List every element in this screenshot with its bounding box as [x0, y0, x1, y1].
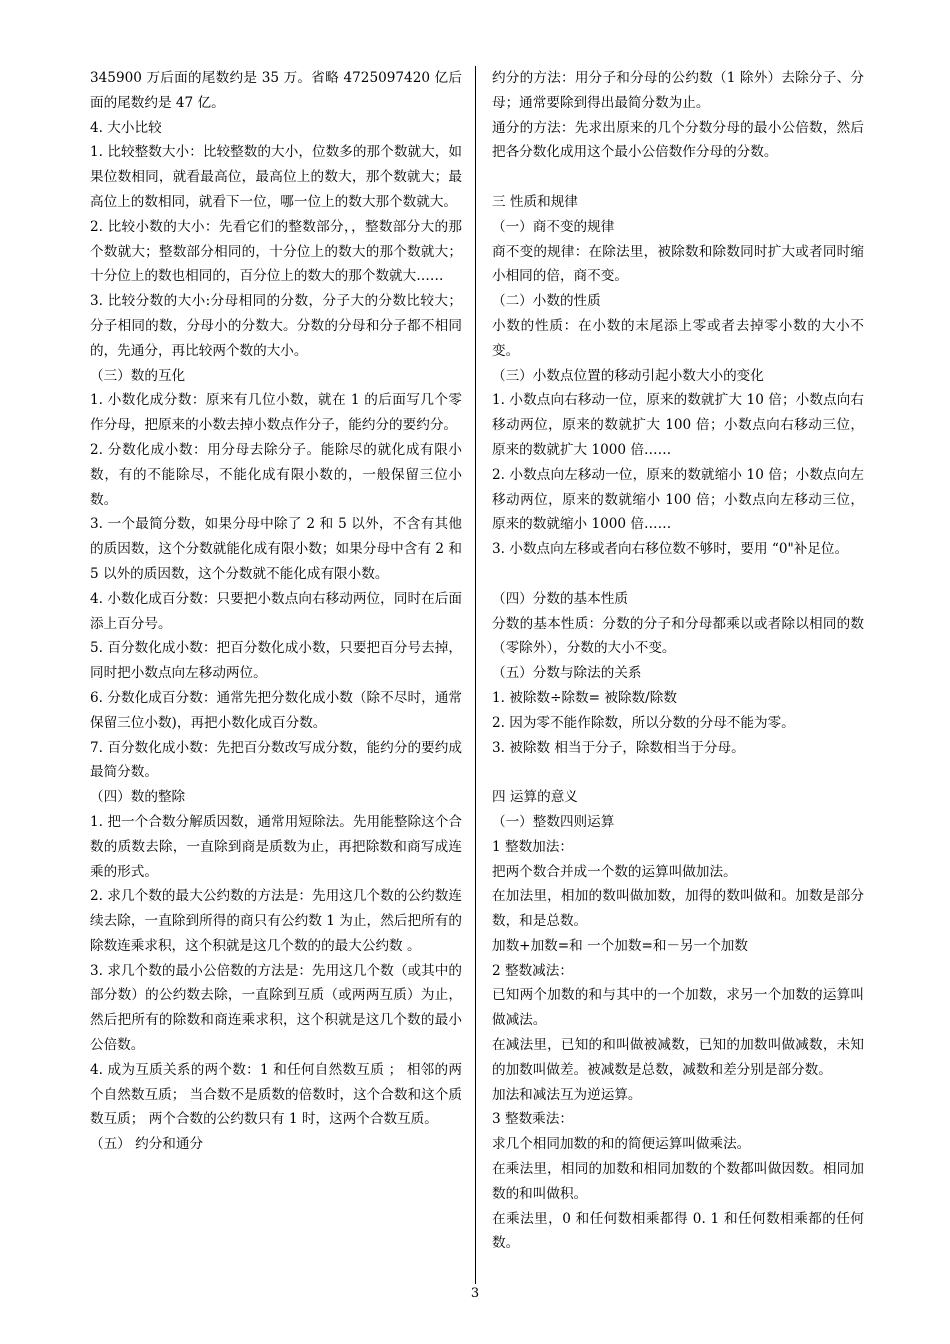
section-heading: （一）整数四则运算 — [492, 813, 615, 830]
paragraph: 3. 一个最简分数，如果分母中除了 2 和 5 以外，不含有其他的质因数，这个分数就能化成有限小数；如果分母中含有 2 和 5 以外的质因数，这个分数就不能化成有限小数。 — [90, 516, 462, 582]
section-heading: 四 运算的意义 — [492, 789, 578, 806]
section-heading: 2 整数减法： — [492, 962, 573, 979]
paragraph: 3. 小数点向左移或者向右移位数不够时，要用 “0"补足位。 — [492, 541, 849, 558]
section-heading: 1 整数加法： — [492, 838, 573, 855]
paragraph: 3. 比较分数的大小:分母相同的分数，分子大的分数比较大；分子相同的数，分母小的分数大。分数的分母和分子都不相同的，先通分，再比较两个数的大小。 — [90, 293, 462, 359]
column-divider — [475, 66, 476, 1284]
paragraph: 把两个数合并成一个数的运算叫做加法。 — [492, 863, 737, 880]
left-column — [90, 66, 462, 1157]
paragraph: 2. 求几个数的最大公约数的方法是：先用这几个数的公约数连续去除，一直除到所得的商只有公约数 1 为止，然后把所有的除数连乘求积，这个积就是这几个数的的最大公约数 。 — [90, 888, 462, 954]
paragraph: 4. 小数化成百分数：只要把小数点向右移动两位，同时在后面添上百分号。 — [90, 590, 462, 632]
paragraph: 商不变的规律：在除法里，被除数和除数同时扩大或者同时缩小相同的倍，商不变。 — [492, 243, 864, 285]
section-heading: （三）小数点位置的移动引起小数大小的变化 — [492, 367, 764, 384]
section-heading: 4. 大小比较 — [90, 119, 162, 136]
paragraph: 求几个相同加数的和的简便运算叫做乘法。 — [492, 1136, 751, 1153]
section-heading: （一）商不变的规律 — [492, 218, 615, 235]
paragraph: 1. 把一个合数分解质因数，通常用短除法。先用能整除这个合数的质数去除，一直除到商是质数为止，再把除数和商写成连乘的形式。 — [90, 813, 462, 880]
paragraph: 3. 被除数 相当于分子，除数相当于分母。 — [492, 739, 745, 756]
paragraph: 通分的方法：先求出原来的几个分数分母的最小公倍数，然后把各分数化成用这个最小公倍数作分母的分数。 — [492, 119, 864, 161]
blank-line — [492, 562, 864, 587]
paragraph: 已知两个加数的和与其中的一个加数，求另一个加数的运算叫做减法。 — [492, 987, 864, 1029]
paragraph: 1. 比较整数大小：比较整数的大小，位数多的那个数就大，如果位数相同，就看最高位，最高位上的数大，那个数就大；最高位上的数相同，就看下一位，哪一位上的数大那个数就大。 — [90, 144, 462, 210]
right-column — [492, 66, 864, 1256]
blank-line — [492, 165, 864, 190]
section-heading: （五） 约分和通分 — [90, 1136, 204, 1153]
page-number: 3 — [470, 1286, 480, 1301]
paragraph: 6. 分数化成百分数：通常先把分数化成小数（除不尽时，通常保留三位小数)，再把小数化成百分数。 — [90, 689, 462, 731]
paragraph: 2. 比较小数的大小：先看它们的整数部分，，整数部分大的那个数就大；整数部分相同的，十分位上的数大的那个数就大；十分位上的数也相同的，百分位上的数大的那个数就大…… — [90, 218, 462, 285]
section-heading: （三）数的互化 — [90, 367, 186, 384]
paragraph: 加法和减法互为逆运算。 — [492, 1086, 642, 1103]
paragraph: 4. 成为互质关系的两个数：1 和任何自然数互质 ； 相邻的两个自然数互质； 当合数不是质数的倍数时，这个合数和这个质数互质； 两个合数的公约数只有 1 时，这两个合数互质。 — [90, 1061, 462, 1128]
section-heading: （四）分数的基本性质 — [492, 590, 628, 607]
paragraph: 1. 小数化成分数：原来有几位小数，就在 1 的后面写几个零作分母，把原来的小数去掉小数点作分子，能约分的要约分。 — [90, 392, 462, 434]
paragraph: 在乘法里，0 和任何数相乘都得 0. 1 和任何数相乘都的任何数。 — [492, 1210, 864, 1252]
paragraph: 小数的性质：在小数的末尾添上零或者去掉零小数的大小不变。 — [492, 317, 864, 359]
paragraph: 345900 万后面的尾数约是 35 万。省略 4725097420 亿后面的尾数约是 47 亿。 — [90, 70, 462, 111]
blank-line — [492, 760, 864, 785]
section-heading: （五）分数与除法的关系 — [492, 665, 642, 682]
paragraph: 1. 被除数÷除数= 被除数/除数 — [492, 689, 677, 706]
section-heading: 三 性质和规律 — [492, 193, 578, 210]
paragraph: 分数的基本性质：分数的分子和分母都乘以或者除以相同的数（零除外），分数的大小不变。 — [492, 615, 864, 657]
section-heading: 3 整数乘法： — [492, 1111, 573, 1128]
paragraph: 1. 小数点向右移动一位，原来的数就扩大 10 倍；小数点向右移动两位，原来的数就扩大 100 倍；小数点向右移动三位，原来的数就扩大 1000 倍…… — [492, 392, 864, 458]
paragraph: 在减法里，已知的和叫做被减数，已知的加数叫做减数，未知的加数叫做差。被减数是总数，减数和差分别是部分数。 — [492, 1037, 864, 1078]
paragraph: 在乘法里，相同的加数和相同加数的个数都叫做因数。相同加数的和叫做积。 — [492, 1161, 864, 1202]
paragraph: 7. 百分数化成小数：先把百分数改写成分数，能约分的要约成最简分数。 — [90, 739, 462, 781]
paragraph: 2. 因为零不能作除数，所以分数的分母不能为零。 — [492, 714, 795, 731]
paragraph: 5. 百分数化成小数：把百分数化成小数，只要把百分号去掉，同时把小数点向左移动两位。 — [90, 640, 462, 682]
paragraph: 3. 求几个数的最小公倍数的方法是：先用这几个数（或其中的部分数）的公约数去除，一直除到互质（或两两互质）为止，然后把所有的除数和商连乘求积，这个积就是这几个数的最小公倍数。 — [90, 962, 462, 1054]
section-heading: （二）小数的性质 — [492, 293, 601, 310]
formula: 加数+加数=和 一个加数=和－另一个加数 — [492, 937, 748, 954]
paragraph: 约分的方法：用分子和分母的公约数（1 除外）去除分子、分母；通常要除到得出最简分数为止。 — [492, 70, 864, 111]
paragraph: 2. 小数点向左移动一位，原来的数就缩小 10 倍；小数点向左移动两位，原来的数就缩小 100 倍；小数点向左移动三位，原来的数就缩小 1000 倍…… — [492, 466, 864, 533]
section-heading: （四）数的整除 — [90, 789, 186, 806]
paragraph: 在加法里，相加的数叫做加数，加得的数叫做和。加数是部分数，和是总数。 — [492, 888, 864, 930]
paragraph: 2. 分数化成小数：用分母去除分子。能除尽的就化成有限小数，有的不能除尽，不能化成有限小数的，一般保留三位小数。 — [90, 441, 462, 508]
